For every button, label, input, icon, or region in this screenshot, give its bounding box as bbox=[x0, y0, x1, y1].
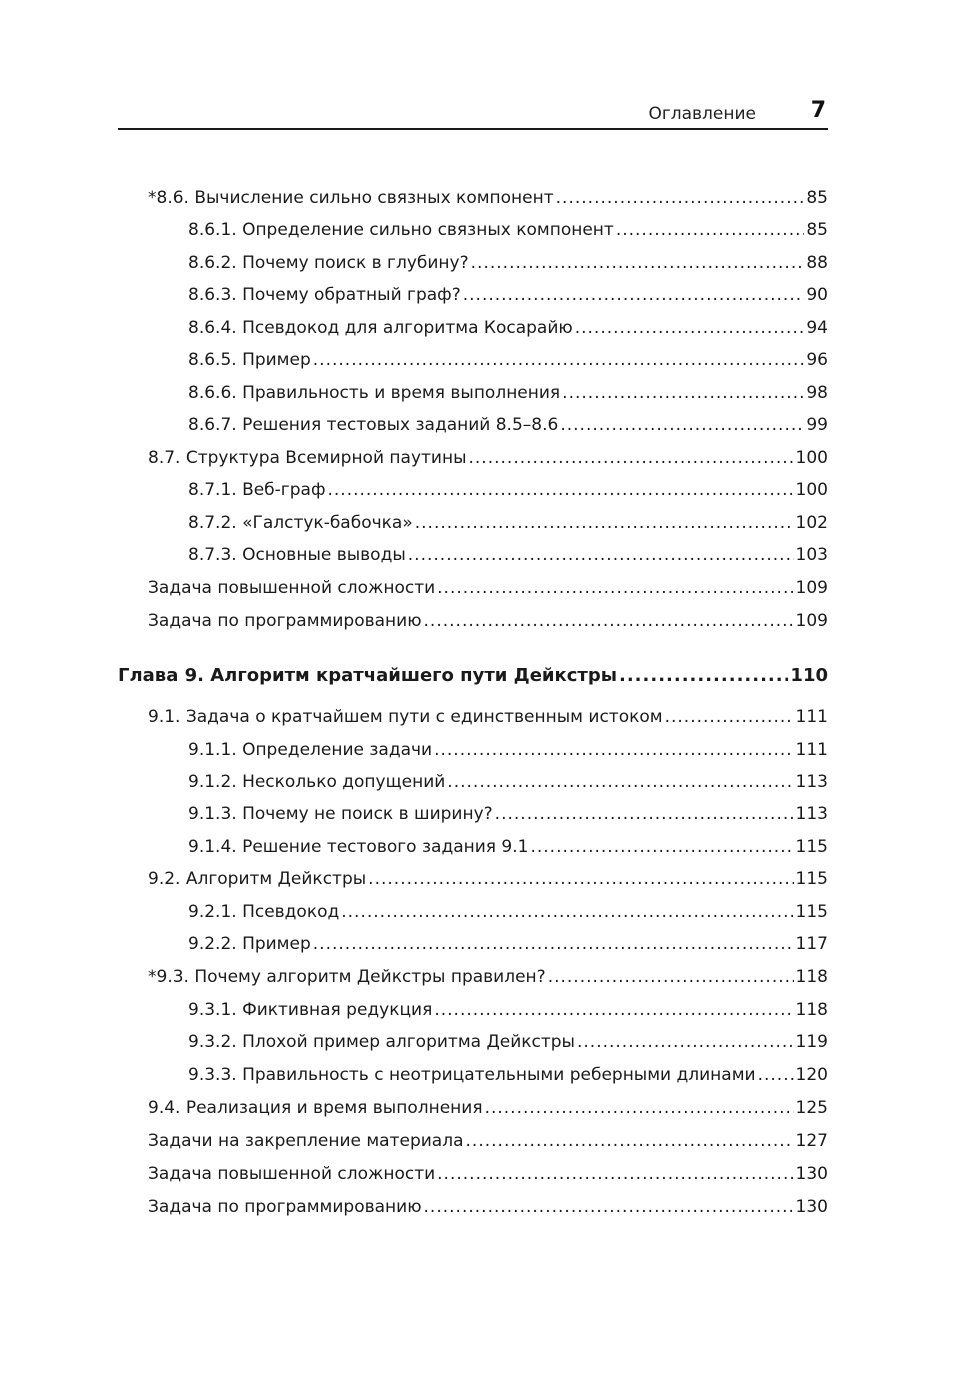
toc-entry-page: 127 bbox=[795, 1131, 828, 1151]
dot-leader bbox=[424, 608, 794, 634]
toc-entry-title: 8.7.2. «Галстук-бабочка» bbox=[188, 513, 413, 533]
dot-leader bbox=[665, 704, 794, 730]
dot-leader bbox=[471, 250, 805, 276]
toc-entry-title: 8.7.3. Основные выводы bbox=[188, 545, 406, 565]
dot-leader bbox=[548, 964, 794, 990]
toc-entry-page: 102 bbox=[795, 513, 828, 533]
toc-entry bbox=[118, 575, 828, 601]
toc-entry-page: 117 bbox=[795, 934, 828, 954]
dot-leader bbox=[408, 542, 794, 568]
toc-entry-page: 94 bbox=[806, 318, 828, 338]
dot-leader bbox=[368, 866, 793, 892]
toc-entry bbox=[118, 250, 828, 276]
toc-entry bbox=[118, 769, 828, 795]
toc-entry-title: 8.7.1. Веб-граф bbox=[188, 480, 326, 500]
toc-entry-page: 90 bbox=[806, 285, 828, 305]
toc-entry-page: 118 bbox=[795, 1000, 828, 1020]
dot-leader bbox=[619, 663, 788, 689]
toc-entry-page: 111 bbox=[795, 740, 828, 760]
toc-entry bbox=[118, 380, 828, 406]
toc-entry-page: 100 bbox=[795, 480, 828, 500]
toc-entry-title: 9.1.3. Почему не поиск в ширину? bbox=[188, 804, 493, 824]
toc-entry-page: 85 bbox=[806, 188, 828, 208]
toc-entry bbox=[118, 185, 828, 211]
toc-entry-title: Задача повышенной сложности bbox=[148, 1164, 436, 1184]
toc-entry bbox=[118, 931, 828, 957]
toc-entry-page: 118 bbox=[795, 967, 828, 987]
toc-entry-page: 115 bbox=[795, 869, 828, 889]
dot-leader bbox=[327, 477, 793, 503]
toc-entry-title: Глава 9. Алгоритм кратчайшего пути Дейкстры bbox=[118, 665, 617, 686]
toc-entry-page: 100 bbox=[795, 448, 828, 468]
toc-entry bbox=[118, 834, 828, 860]
dot-leader bbox=[415, 510, 794, 536]
page-header bbox=[118, 96, 828, 130]
dot-leader bbox=[341, 899, 793, 925]
toc-entry bbox=[118, 347, 828, 373]
toc-entry-page: 120 bbox=[795, 1065, 828, 1085]
toc-entry bbox=[118, 412, 828, 438]
dot-leader bbox=[437, 575, 793, 601]
toc-entry-title: 8.6.6. Правильность и время выполнения bbox=[188, 383, 561, 403]
dot-leader bbox=[434, 997, 793, 1023]
toc-entry bbox=[118, 608, 828, 634]
toc-entry-page: 85 bbox=[806, 220, 828, 240]
dot-leader bbox=[437, 1161, 793, 1187]
toc-entry-title: 9.3.1. Фиктивная редукция bbox=[188, 1000, 433, 1020]
toc-entry-page: 88 bbox=[806, 253, 828, 273]
toc-entry bbox=[118, 964, 828, 990]
toc-entry-title: 9.2.1. Псевдокод bbox=[188, 902, 340, 922]
toc-entry-title: 8.6.2. Почему поиск в глубину? bbox=[188, 253, 469, 273]
toc-entry-page: 130 bbox=[795, 1164, 828, 1184]
toc-entry bbox=[118, 1095, 828, 1121]
toc-entry-title: 8.6.3. Почему обратный граф? bbox=[188, 285, 461, 305]
toc-entry-page: 119 bbox=[795, 1032, 828, 1052]
dot-leader bbox=[463, 282, 805, 308]
dot-leader bbox=[424, 1194, 794, 1220]
toc-entry-page: 115 bbox=[795, 837, 828, 857]
page-number: 7 bbox=[810, 98, 826, 123]
toc-entry-page: 103 bbox=[795, 545, 828, 565]
toc-entry-title: 9.1. Задача о кратчайшем пути с единственным истоком bbox=[148, 707, 663, 727]
dot-leader bbox=[495, 801, 794, 827]
toc-entry-title: 9.3.2. Плохой пример алгоритма Дейкстры bbox=[188, 1032, 575, 1052]
toc-entry-page: 111 bbox=[795, 707, 828, 727]
toc-entry bbox=[118, 866, 828, 892]
toc-entry-title: 8.6.1. Определение сильно связных компонент bbox=[188, 220, 614, 240]
dot-leader bbox=[577, 1029, 794, 1055]
toc-entry-page: 113 bbox=[795, 772, 828, 792]
dot-leader bbox=[313, 347, 805, 373]
toc-entry-title: 8.6.7. Решения тестовых заданий 8.5–8.6 bbox=[188, 415, 559, 435]
toc-entry-page: 98 bbox=[806, 383, 828, 403]
dot-leader bbox=[556, 185, 805, 211]
dot-leader bbox=[447, 769, 793, 795]
dot-leader bbox=[434, 737, 793, 763]
running-title: Оглавление bbox=[648, 104, 756, 124]
dot-leader bbox=[616, 217, 805, 243]
toc-entry-title: 9.3.3. Правильность с неотрицательными реберными длинами bbox=[188, 1065, 756, 1085]
toc-entry-title: 9.4. Реализация и время выполнения bbox=[148, 1098, 483, 1118]
toc-entry bbox=[118, 315, 828, 341]
toc-entry bbox=[118, 737, 828, 763]
dot-leader bbox=[313, 931, 794, 957]
toc-entry-title: 8.6.4. Псевдокод для алгоритма Косарайю bbox=[188, 318, 573, 338]
toc-entry bbox=[118, 1161, 828, 1187]
toc-entry bbox=[118, 704, 828, 730]
dot-leader bbox=[485, 1095, 794, 1121]
toc-entry-title: 9.2. Алгоритм Дейкстры bbox=[148, 869, 367, 889]
toc-entry-title: Задача повышенной сложности bbox=[148, 578, 436, 598]
dot-leader bbox=[466, 1128, 794, 1154]
toc-entry-title: Задача по программированию bbox=[148, 611, 422, 631]
toc-entry bbox=[118, 282, 828, 308]
toc-entry bbox=[118, 1029, 828, 1055]
dot-leader bbox=[575, 315, 805, 341]
toc-entry bbox=[118, 801, 828, 827]
toc-chapter-entry bbox=[118, 663, 828, 689]
toc-entry bbox=[118, 445, 828, 471]
toc-entry-title: 8.6.5. Пример bbox=[188, 350, 311, 370]
toc-entry bbox=[118, 1128, 828, 1154]
toc-entry-page: 99 bbox=[806, 415, 828, 435]
toc-entry bbox=[118, 477, 828, 503]
toc-entry bbox=[118, 1194, 828, 1220]
toc-entry bbox=[118, 899, 828, 925]
toc-entry-title: Задача по программированию bbox=[148, 1197, 422, 1217]
toc-entry-page: 109 bbox=[795, 578, 828, 598]
toc-entry-title: 9.2.2. Пример bbox=[188, 934, 311, 954]
toc-entry bbox=[118, 542, 828, 568]
dot-leader bbox=[560, 412, 804, 438]
toc-entry-page: 130 bbox=[795, 1197, 828, 1217]
toc-entry bbox=[118, 217, 828, 243]
toc-entry bbox=[118, 510, 828, 536]
toc-entry-title: 9.1.1. Определение задачи bbox=[188, 740, 433, 760]
toc-entry-title: Задачи на закрепление материала bbox=[148, 1131, 464, 1151]
toc-entry-title: 8.7. Структура Всемирной паутины bbox=[148, 448, 467, 468]
dot-leader bbox=[562, 380, 804, 406]
toc-entry-title: 9.1.4. Решение тестового задания 9.1 bbox=[188, 837, 529, 857]
toc-entry-page: 96 bbox=[806, 350, 828, 370]
toc-entry-title: *8.6. Вычисление сильно связных компонент bbox=[148, 188, 554, 208]
header-rule bbox=[118, 128, 828, 130]
toc-entry-title: *9.3. Почему алгоритм Дейкстры правилен? bbox=[148, 967, 546, 987]
dot-leader bbox=[530, 834, 793, 860]
toc-entry bbox=[118, 997, 828, 1023]
dot-leader bbox=[469, 445, 794, 471]
toc-entry-page: 110 bbox=[790, 665, 828, 686]
toc-entry-title: 9.1.2. Несколько допущений bbox=[188, 772, 446, 792]
toc-entry bbox=[118, 1062, 828, 1088]
dot-leader bbox=[758, 1062, 794, 1088]
toc-entry-page: 109 bbox=[795, 611, 828, 631]
toc-entry-page: 115 bbox=[795, 902, 828, 922]
toc-entry-page: 113 bbox=[795, 804, 828, 824]
toc-entry-page: 125 bbox=[795, 1098, 828, 1118]
